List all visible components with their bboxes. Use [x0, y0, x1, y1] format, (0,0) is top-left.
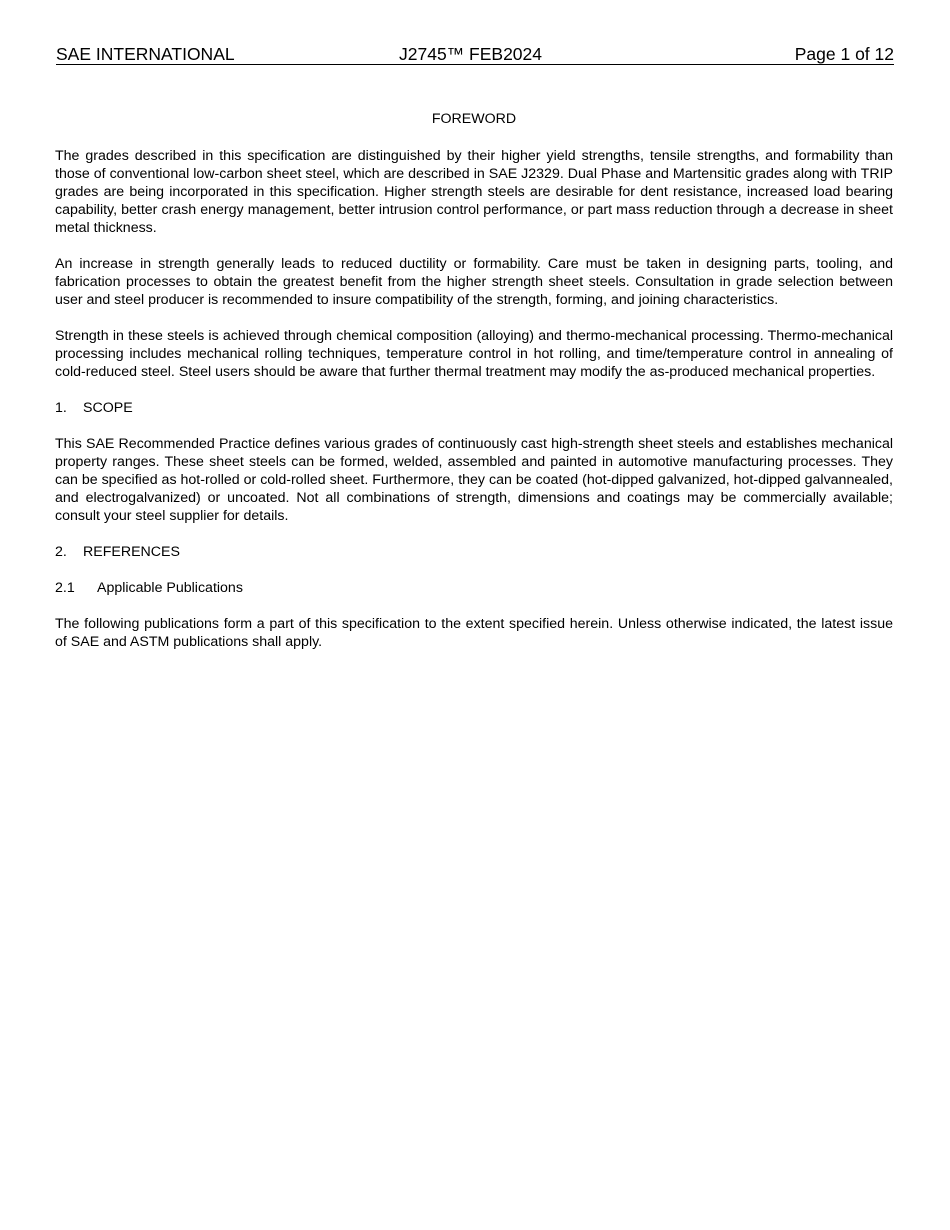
- foreword-paragraph-3: Strength in these steels is achieved through chemical composition (alloying) and thermo-mechanical processing. Thermo-mechanical processing includes mechanical rolling techniques, temperature control in hot rolling, and time/temperature control in annealing of cold-reduced steel. Steel users should be aware that further thermal treatment may modify the as-produced mechanical properties.: [55, 328, 893, 380]
- section-heading-scope: [55, 399, 893, 417]
- header-document-id: J2745™ FEB2024: [399, 44, 543, 64]
- subsection-heading-applicable-publications: [55, 579, 893, 597]
- foreword-paragraph-2: An increase in strength generally leads to reduced ductility or formability. Care must be taken in designing parts, tooling, and fabrication processes to obtain the greatest benefit from the higher strength sheet steels. Consultation in grade selection between user and steel producer is recommended to insure compatibility of the strength, forming, and joining characteristics.: [55, 256, 893, 308]
- section-number: 2.: [55, 544, 67, 560]
- section-heading-references: [55, 543, 893, 561]
- section-title: REFERENCES: [83, 544, 180, 560]
- section-title: SCOPE: [83, 400, 133, 416]
- subsection-number: 2.1: [55, 580, 75, 596]
- header-organization: SAE INTERNATIONAL: [56, 44, 235, 64]
- references-paragraph: The following publications form a part of this specification to the extent specified herein. Unless otherwise indicated, the latest issue of SAE and ASTM publications shall apply.: [55, 616, 893, 650]
- foreword-title: FOREWORD: [431, 111, 517, 127]
- document-body: [55, 110, 893, 669]
- section-number: 1.: [55, 400, 67, 416]
- header-page-number: Page 1 of 12: [794, 44, 894, 64]
- subsection-title: Applicable Publications: [97, 580, 243, 596]
- foreword-paragraph-1: The grades described in this specification are distinguished by their higher yield strengths, tensile strengths, and formability than those of conventional low-carbon sheet steel, which are described in SAE J2329. Dual Phase and Martensitic grades along with TRIP grades are being incorporated in this specification. Higher strength steels are desirable for dent resistance, increased load bearing capability, better crash energy management, better intrusion control performance, or part mass reduction through a decrease in sheet metal thickness.: [55, 148, 893, 236]
- scope-paragraph: This SAE Recommended Practice defines various grades of continuously cast high-strength sheet steels and establishes mechanical property ranges. These sheet steels can be formed, welded, assembled and painted in automotive manufacturing processes. They can be specified as hot-rolled or cold-rolled sheet. Furthermore, they can be coated (hot-dipped galvanized, hot-dipped galvannealed, and electrogalvanized) or uncoated. Not all combinations of strength, dimensions and coatings may be commercially available; consult your steel supplier for details.: [55, 436, 893, 524]
- page-header: [56, 44, 894, 65]
